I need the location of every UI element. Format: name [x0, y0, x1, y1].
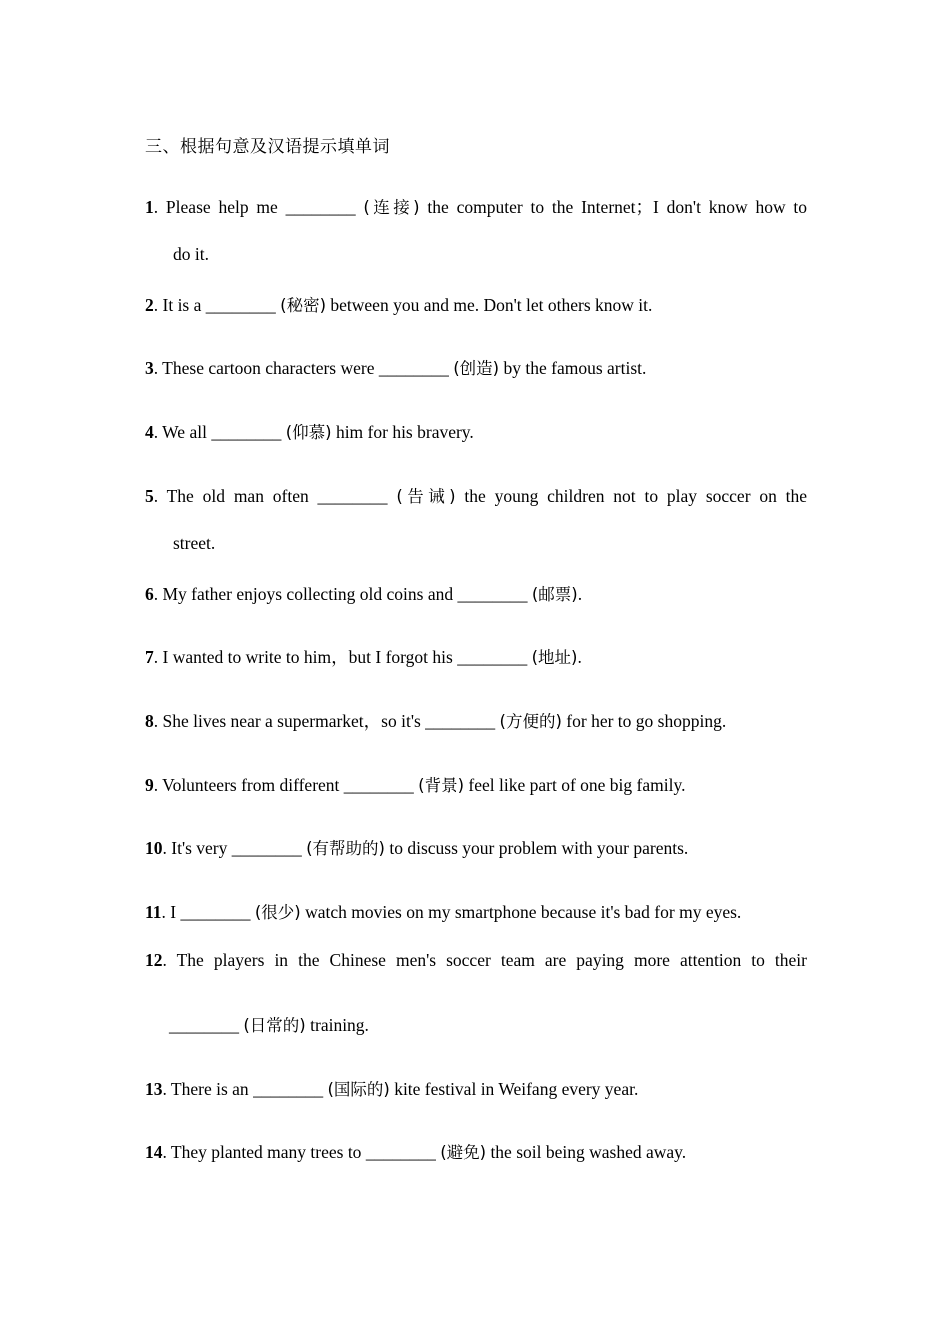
answer-blank[interactable]: ________	[205, 295, 276, 315]
chinese-hint: (连接)	[363, 198, 420, 217]
question-3: 3. These cartoon characters were ________ (创造) by the famous artist.	[145, 358, 647, 378]
answer-blank[interactable]: ________	[425, 711, 496, 731]
chinese-hint: (创造)	[453, 359, 500, 378]
chinese-hint: (方便的)	[499, 712, 562, 731]
question-number: 13	[145, 1079, 163, 1099]
answer-blank[interactable]: ________	[457, 584, 528, 604]
answer-blank[interactable]: ________	[211, 422, 282, 442]
question-number: 1	[145, 197, 154, 217]
question-number: 10	[145, 838, 163, 858]
chinese-hint: (邮票)	[531, 585, 578, 604]
question-number: 6	[145, 584, 154, 604]
chinese-hint: (地址)	[531, 648, 578, 667]
question-9: 9. Volunteers from different ________ (背景) feel like part of one big family.	[145, 775, 686, 795]
question-number: 8	[145, 711, 154, 731]
question-11: 11. I ________ (很少) watch movies on my smartphone because it's bad for my eyes.	[145, 902, 742, 922]
question-12: 12. The players in the Chinese men's soccer team are paying more attention to their	[145, 950, 807, 970]
question-6: 6. My father enjoys collecting old coins and ________ (邮票).	[145, 584, 583, 604]
question-14: 14. They planted many trees to ________ (避免) the soil being washed away.	[145, 1142, 687, 1162]
answer-blank[interactable]: ________	[365, 1142, 436, 1162]
chinese-hint: (有帮助的)	[306, 839, 385, 858]
answer-blank[interactable]: ________	[169, 1015, 239, 1035]
question-number: 2	[145, 295, 154, 315]
chinese-hint: (背景)	[418, 776, 465, 795]
answer-blank[interactable]: ________	[231, 838, 302, 858]
answer-blank[interactable]: ________	[378, 358, 449, 378]
question-number: 3	[145, 358, 154, 378]
chinese-hint: (日常的)	[243, 1016, 306, 1035]
question-number: 4	[145, 422, 154, 442]
question-10: 10. It's very ________ (有帮助的) to discuss your problem with your parents.	[145, 838, 689, 858]
question-5-continuation: street.	[173, 533, 216, 553]
question-1-continuation: do it.	[173, 244, 209, 264]
question-number: 14	[145, 1142, 163, 1162]
question-number: 11	[145, 902, 162, 922]
answer-blank[interactable]: ________	[285, 197, 356, 217]
question-2: 2. It is a ________ (秘密) between you and me. Don't let others know it.	[145, 295, 653, 315]
question-number: 7	[145, 647, 154, 667]
answer-blank[interactable]: ________	[343, 775, 414, 795]
chinese-hint: (国际的)	[327, 1080, 390, 1099]
question-number: 12	[145, 950, 163, 970]
section-title: 三、根据句意及汉语提示填单词	[145, 137, 390, 157]
question-13: 13. There is an ________ (国际的) kite festival in Weifang every year.	[145, 1079, 639, 1099]
answer-blank[interactable]: ________	[253, 1079, 324, 1099]
question-7: 7. I wanted to write to him，but I forgot his ________ (地址).	[145, 647, 582, 667]
question-number: 5	[145, 486, 154, 506]
answer-blank[interactable]: ________	[457, 647, 528, 667]
answer-blank[interactable]: ________	[317, 486, 388, 506]
question-8: 8. She lives near a supermarket，so it's ________ (方便的) for her to go shopping.	[145, 711, 727, 731]
question-12-continuation: ________ (日常的) training.	[169, 1015, 369, 1035]
chinese-hint: (仰慕)	[285, 423, 332, 442]
chinese-hint: (避免)	[440, 1143, 487, 1162]
chinese-hint: (很少)	[254, 903, 301, 922]
chinese-hint: (告诫)	[396, 487, 456, 506]
question-4: 4. We all ________ (仰慕) him for his bravery.	[145, 422, 474, 442]
question-1: 1. Please help me ________ (连接) the computer to the Internet；I don't know how to	[145, 197, 808, 217]
chinese-hint: (秘密)	[280, 296, 327, 315]
question-5: 5. The old man often ________ (告诫) the young children not to play soccer on the	[145, 486, 808, 506]
question-number: 9	[145, 775, 154, 795]
answer-blank[interactable]: ________	[180, 902, 251, 922]
